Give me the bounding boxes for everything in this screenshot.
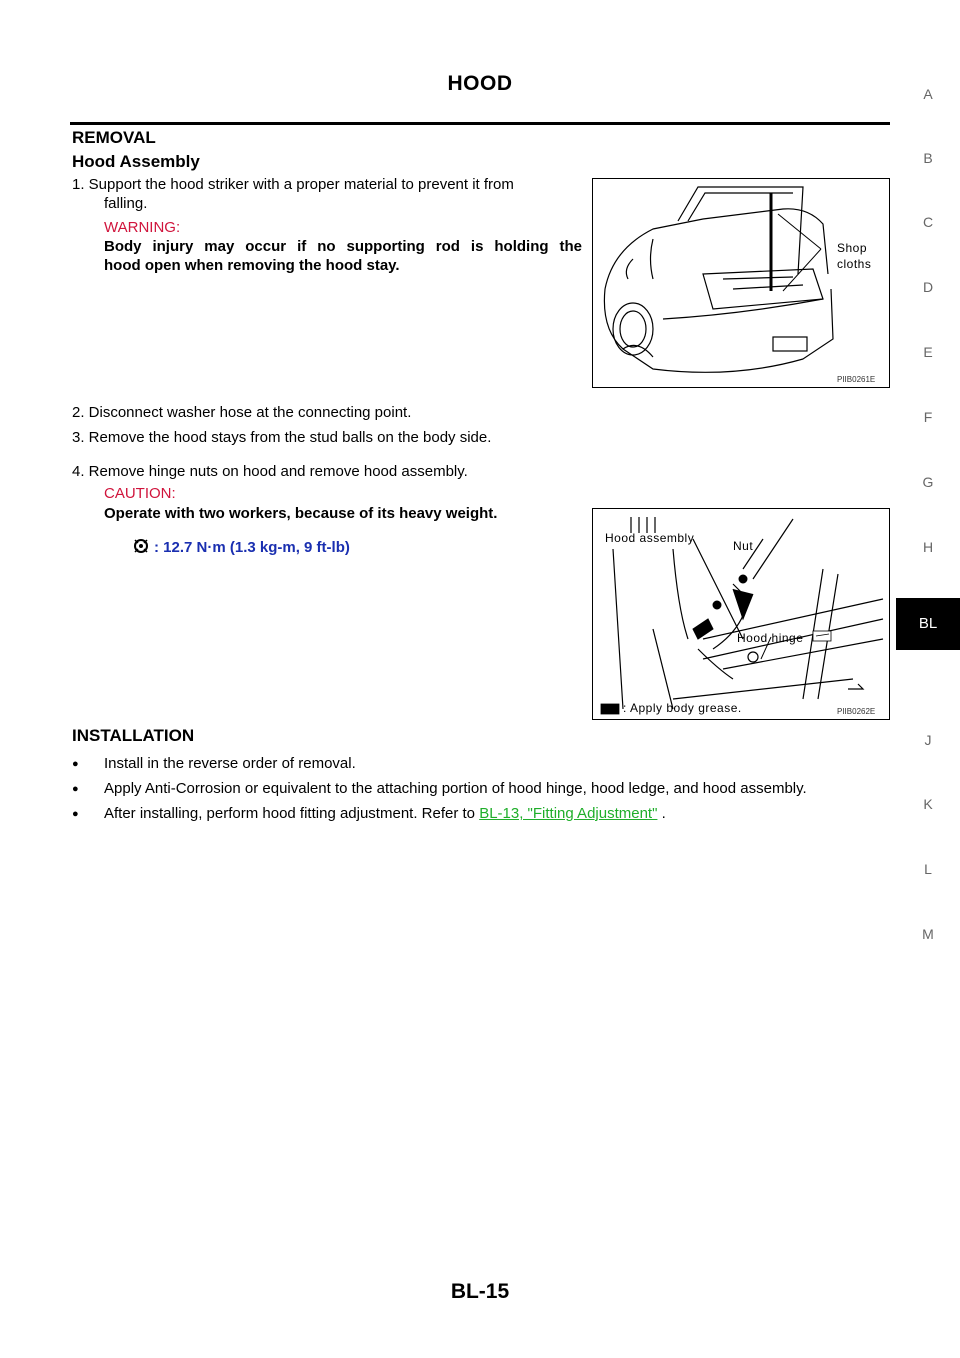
step-1: 1. Support the hood striker with a proper material to prevent it from	[72, 176, 514, 193]
torque-spec	[132, 537, 350, 558]
hood-assembly-subheading: Hood Assembly	[72, 152, 200, 171]
car-hood-open-illustration	[593, 179, 889, 387]
step-3: 3. Remove the hood stays from the stud balls on the body side.	[72, 429, 492, 446]
tab-d[interactable]: D	[922, 279, 934, 295]
bullet-icon: ●	[72, 758, 79, 770]
warning-text-2: hood open when removing the hood stay.	[104, 257, 400, 274]
grease-legend: : Apply body grease.	[623, 701, 742, 715]
tab-b[interactable]: B	[923, 150, 933, 166]
torque-value: : 12.7 N·m (1.3 kg-m, 9 ft-lb)	[154, 539, 350, 556]
fitting-adjustment-link[interactable]: BL-13, "Fitting Adjustment"	[479, 805, 658, 822]
header-rule	[70, 122, 890, 125]
installation-heading: INSTALLATION	[72, 726, 195, 745]
figure-code: PIIB0261E	[837, 375, 876, 384]
bullet-icon: ●	[72, 783, 79, 795]
tab-a[interactable]: A	[923, 86, 933, 102]
tab-j[interactable]: J	[924, 732, 932, 748]
label-hood-assembly: Hood assembly	[605, 531, 695, 545]
removal-heading: REMOVAL	[72, 128, 156, 147]
tab-l[interactable]: L	[924, 861, 932, 877]
label-nut: Nut	[733, 539, 754, 553]
label-hood-hinge: Hood hinge	[737, 631, 804, 645]
label-cloths: cloths	[837, 257, 872, 271]
figure-hood-hinge	[592, 508, 890, 720]
warning-text-1: Body injury may occur if no supporting rod is holding the	[104, 238, 582, 255]
step-2: 2. Disconnect washer hose at the connecting point.	[72, 404, 412, 421]
tab-h[interactable]: H	[922, 539, 934, 555]
figure-hood-support	[592, 178, 890, 388]
torque-wrench-icon	[132, 537, 150, 555]
caution-label: CAUTION:	[104, 485, 176, 502]
caution-text: Operate with two workers, because of its heavy weight.	[104, 505, 498, 522]
tab-f[interactable]: F	[923, 409, 933, 425]
bullet-icon: ●	[72, 808, 79, 820]
page-header-title: HOOD	[447, 72, 513, 95]
tab-c[interactable]: C	[922, 214, 934, 230]
step-1-cont: falling.	[104, 195, 148, 212]
tab-g[interactable]: G	[922, 474, 934, 490]
tab-bl[interactable]: BL	[896, 598, 960, 650]
label-shop: Shop	[837, 241, 868, 255]
page-number: BL-15	[450, 1280, 510, 1303]
figure-code: PIIB0262E	[837, 707, 876, 716]
tab-m[interactable]: M	[922, 926, 934, 942]
step-4: 4. Remove hinge nuts on hood and remove hood assembly.	[72, 463, 468, 480]
warning-label: WARNING:	[104, 219, 181, 236]
tab-e[interactable]: E	[923, 344, 933, 360]
tab-k[interactable]: K	[923, 796, 933, 812]
